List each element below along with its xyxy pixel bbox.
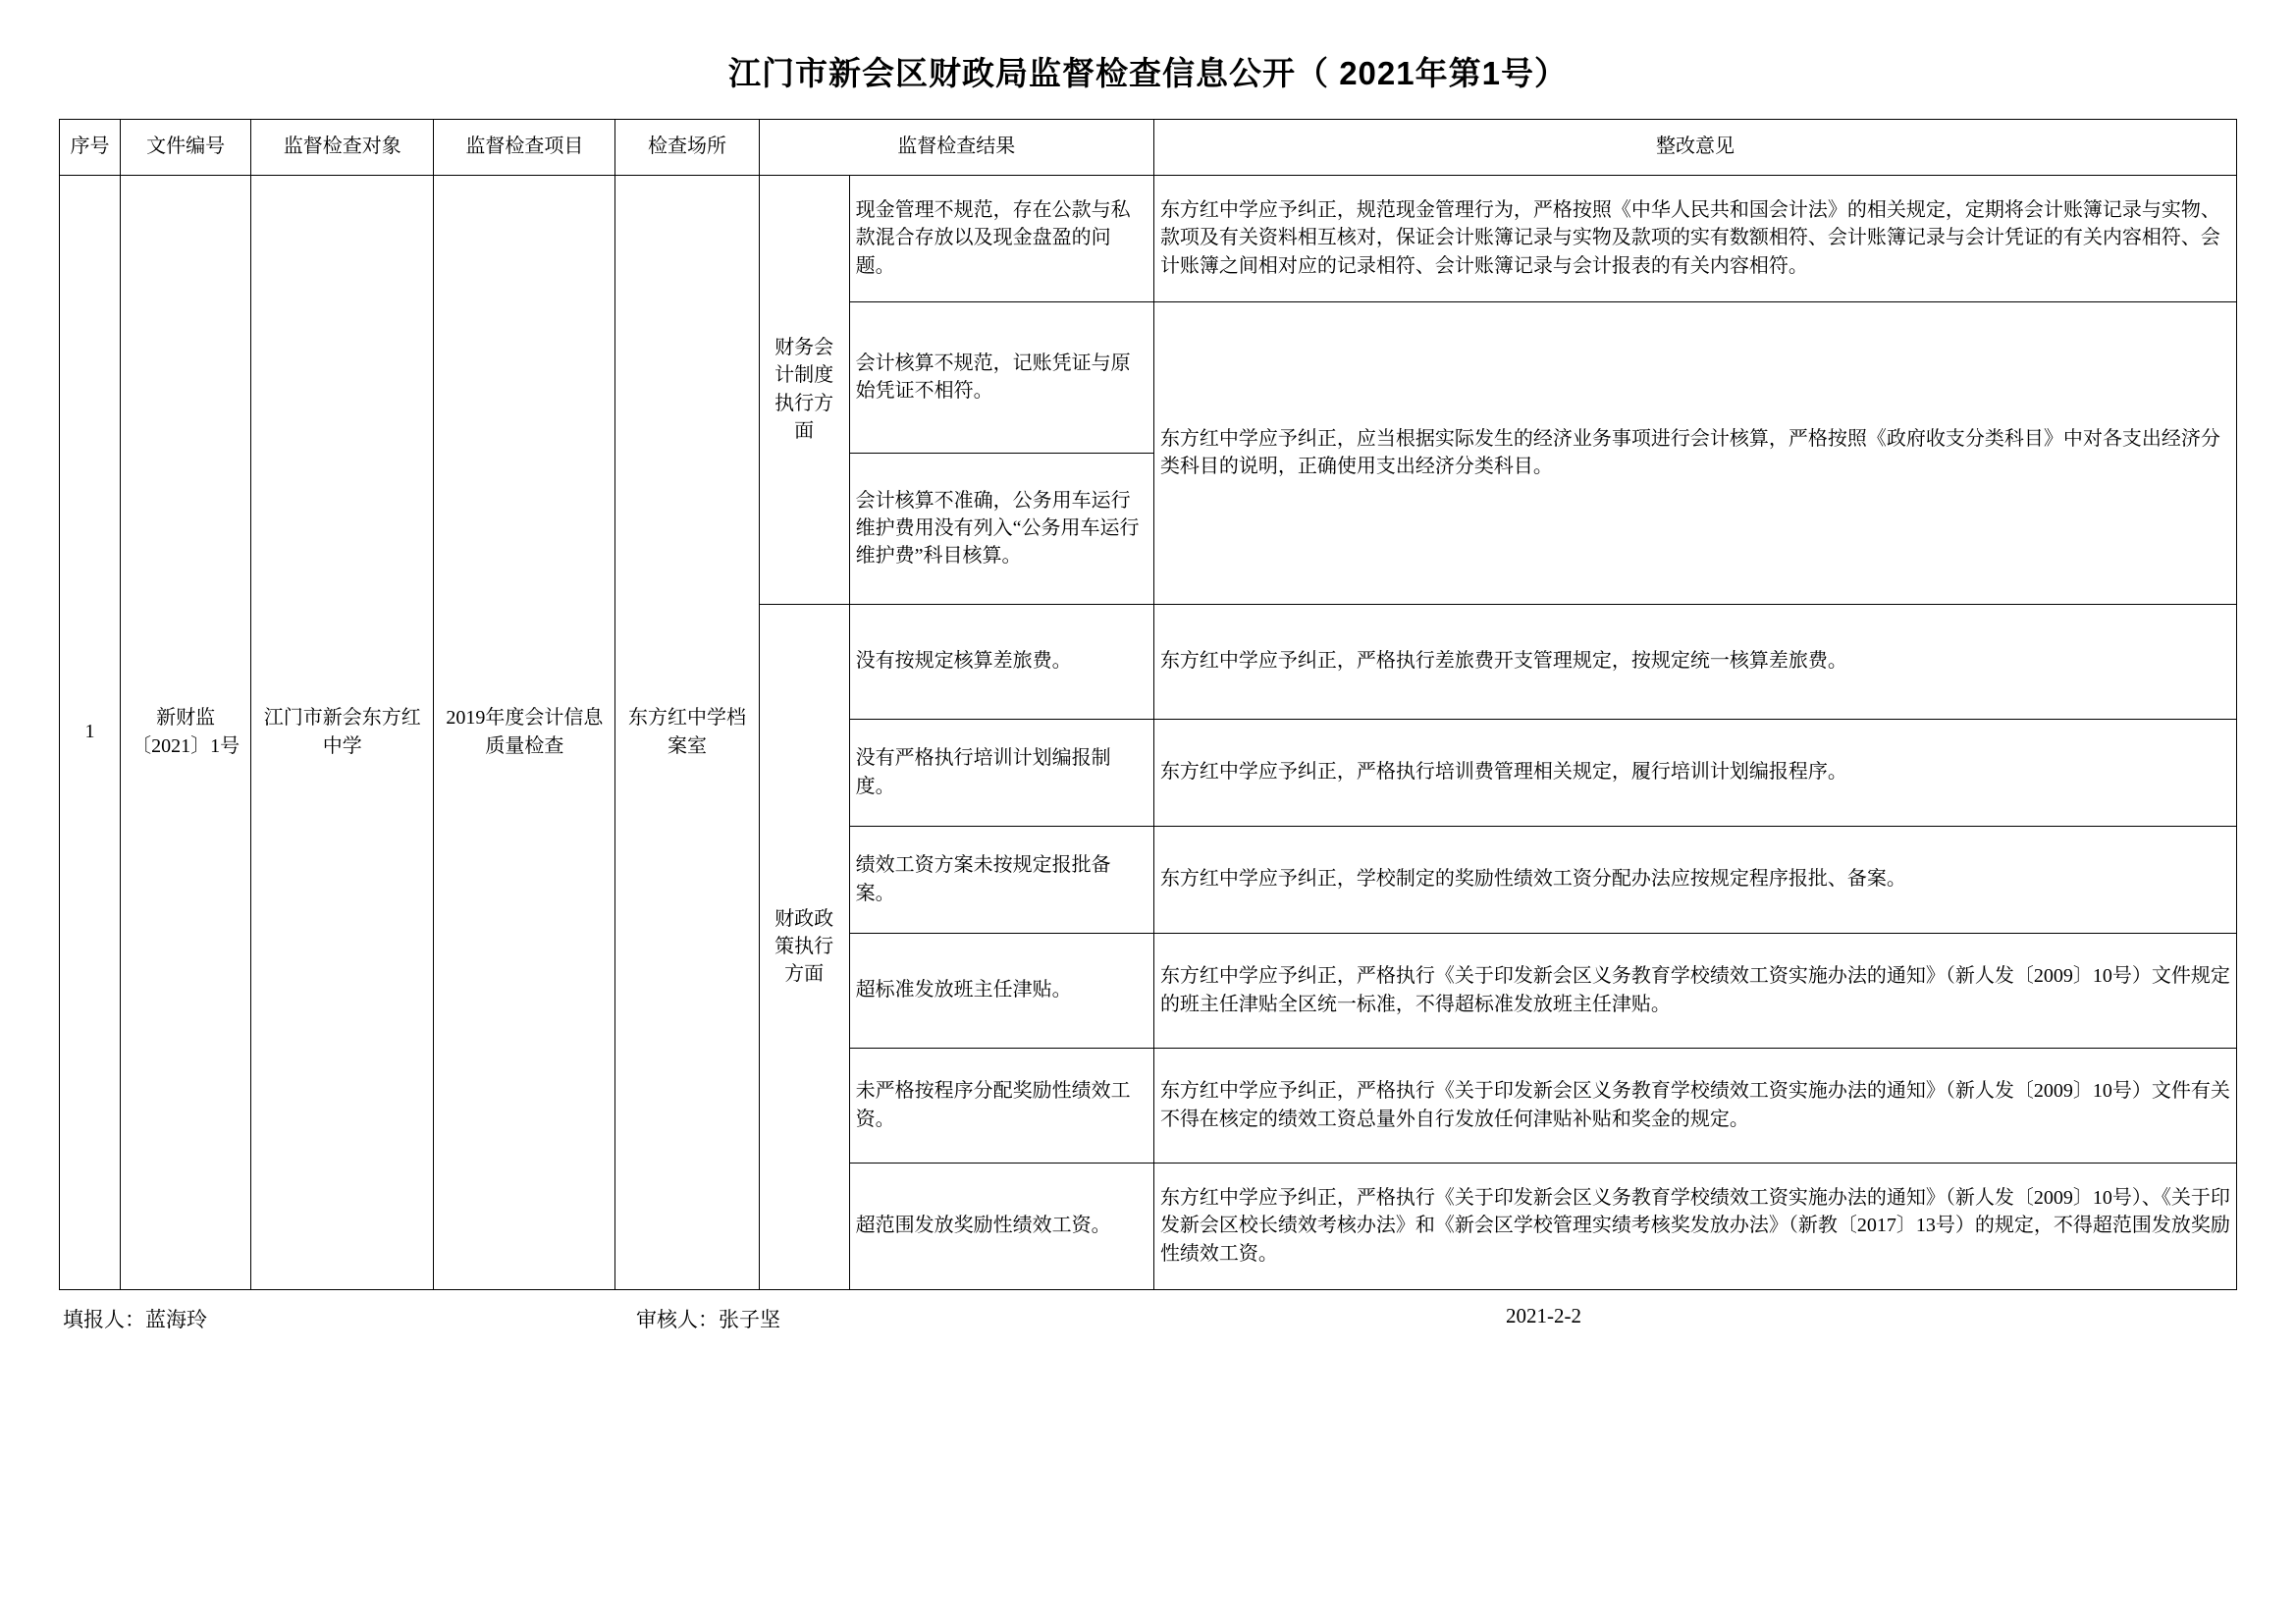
table-row: [60, 175, 2237, 301]
column-header-item: 监督检查项目: [434, 119, 615, 175]
cell-finding: 现金管理不规范，存在公款与私款混合存放以及现金盘盈的问题。: [849, 175, 1153, 301]
column-header-result: 监督检查结果: [759, 119, 1153, 175]
column-header-object: 监督检查对象: [251, 119, 434, 175]
cell-opinion: 东方红中学应予纠正，规范现金管理行为，严格按照《中华人民共和国会计法》的相关规定，定期将会计账簿记录与实物、款项及有关资料相互核对，保证会计账簿记录与实物及款项的实有数额相符、会计账簿记录与会计凭证的有关内容相符、会计账簿之间相对应的记录相符、会计账簿记录与会计报表的有关内容相符。: [1153, 175, 2236, 301]
column-header-place: 检查场所: [615, 119, 759, 175]
footer: [59, 1304, 2237, 1337]
cell-finding: 未严格按程序分配奖励性绩效工资。: [849, 1048, 1153, 1163]
cell-opinion: 东方红中学应予纠正，严格执行《关于印发新会区义务教育学校绩效工资实施办法的通知》（新人发〔2009〕10号）文件有关不得在核定的绩效工资总量外自行发放任何津贴补贴和奖金的规定。: [1153, 1048, 2236, 1163]
cell-section-name: 财政政策执行方面: [759, 604, 849, 1289]
footer-reporter: 填报人：蓝海玲: [63, 1307, 207, 1331]
cell-section-name: 财务会计制度执行方面: [759, 175, 849, 604]
inspection-table: [59, 119, 2237, 1290]
cell-opinion: 东方红中学应予纠正，严格执行《关于印发新会区义务教育学校绩效工资实施办法的通知》（新人发〔2009〕10号）、《关于印发新会区校长绩效考核办法》和《新会区学校管理实绩考核奖发放办法》（新教〔2017〕13号）的规定，不得超范围发放奖励性绩效工资。: [1153, 1163, 2236, 1289]
footer-date: 2021-2-2: [1506, 1303, 1581, 1327]
table-header-row: [60, 119, 2237, 175]
cell-finding: 会计核算不规范，记账凭证与原始凭证不相符。: [849, 301, 1153, 453]
cell-finding: 会计核算不准确，公务用车运行维护费用没有列入“公务用车运行维护费”科目核算。: [849, 453, 1153, 604]
footer-reviewer: 审核人：张子坚: [636, 1307, 780, 1331]
cell-opinion: 东方红中学应予纠正，严格执行《关于印发新会区义务教育学校绩效工资实施办法的通知》（新人发〔2009〕10号）文件规定的班主任津贴全区统一标准，不得超标准发放班主任津贴。: [1153, 933, 2236, 1048]
cell-place: 东方红中学档案室: [615, 175, 759, 1289]
cell-finding: 没有严格执行培训计划编报制度。: [849, 719, 1153, 826]
cell-opinion: 东方红中学应予纠正，严格执行培训费管理相关规定，履行培训计划编报程序。: [1153, 719, 2236, 826]
column-header-index: 序号: [60, 119, 121, 175]
cell-item: 2019年度会计信息质量检查: [434, 175, 615, 1289]
cell-finding: 没有按规定核算差旅费。: [849, 604, 1153, 719]
cell-opinion: 东方红中学应予纠正，严格执行差旅费开支管理规定，按规定统一核算差旅费。: [1153, 604, 2236, 719]
column-header-doc-no: 文件编号: [121, 119, 251, 175]
page-title: 江门市新会区财政局监督检查信息公开（ 2021年第1号）: [728, 55, 1568, 91]
cell-finding: 绩效工资方案未按规定报批备案。: [849, 826, 1153, 933]
cell-index: 1: [60, 175, 121, 1289]
cell-finding: 超范围发放奖励性绩效工资。: [849, 1163, 1153, 1289]
table-body: [60, 175, 2237, 1289]
cell-opinion: 东方红中学应予纠正，学校制定的奖励性绩效工资分配办法应按规定程序报批、备案。: [1153, 826, 2236, 933]
column-header-opinion: 整改意见: [1153, 119, 2236, 175]
cell-opinion: 东方红中学应予纠正，应当根据实际发生的经济业务事项进行会计核算，严格按照《政府收支分类科目》中对各支出经济分类科目的说明，正确使用支出经济分类科目。: [1153, 301, 2236, 604]
cell-doc-no: 新财监〔2021〕1号: [121, 175, 251, 1289]
table-header: [60, 119, 2237, 175]
cell-object: 江门市新会东方红中学: [251, 175, 434, 1289]
cell-finding: 超标准发放班主任津贴。: [849, 933, 1153, 1048]
